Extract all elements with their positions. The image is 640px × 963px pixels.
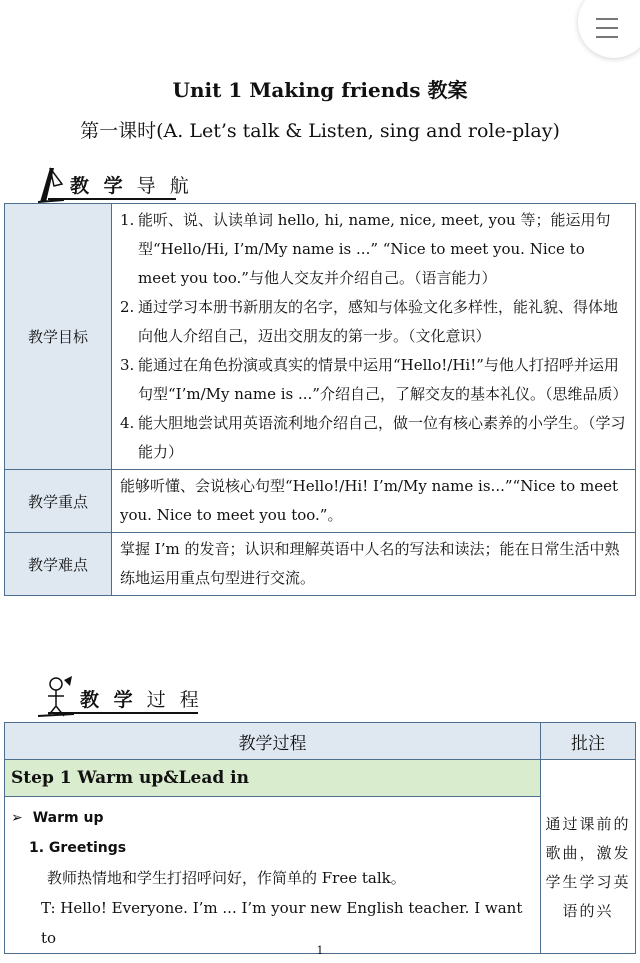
section-heading-label: [80, 685, 203, 712]
objective-item: [120, 293, 627, 351]
section-heading-process: [36, 672, 203, 718]
objectives-cell: [112, 204, 636, 470]
key-points-label: 教学重点: [5, 470, 112, 533]
process-column-header: 教学过程: [5, 723, 541, 760]
page-number: 1: [316, 944, 324, 957]
step-body: [5, 797, 541, 954]
table-row: [5, 760, 636, 797]
table-header-row: [5, 723, 636, 760]
warm-up-heading: [11, 803, 532, 833]
section-heading-navigation: [36, 158, 193, 204]
section-heading-rest: 导 航: [126, 175, 193, 197]
section-heading-rest: 过 程: [136, 689, 203, 711]
menu-icon-bar: [596, 36, 618, 38]
table-row: [5, 470, 636, 533]
menu-button[interactable]: [578, 0, 640, 58]
section-underline: [48, 198, 176, 200]
section-heading-label: [70, 171, 193, 198]
section-underline: [48, 712, 198, 714]
objective-text: 能通过在角色扮演或真实的情景中运用“Hello!/Hi!”与他人打招呼并运用句型“I’m/My name is ...”介绍自己，了解交友的基本礼仪。（思维品质）: [138, 356, 628, 403]
greetings-heading: 1. Greetings: [29, 840, 127, 856]
teaching-process-table: [4, 722, 636, 954]
objective-item: [120, 351, 627, 409]
objective-number: 4.: [120, 414, 135, 432]
objective-text: 能大胆地尝试用英语流利地介绍自己，做一位有核心素养的小学生。（学习能力）: [138, 414, 626, 461]
notes-column-header: 批注: [541, 723, 636, 760]
table-row: [5, 533, 636, 596]
step-title: Step 1 Warm up&Lead in: [5, 760, 541, 797]
objective-number: 3.: [120, 356, 135, 374]
note-cell: 通过课前的歌曲，激发学生学习英语的兴: [541, 760, 636, 954]
key-points-text: 能够听懂、会说核心句型“Hello!/Hi! I’m/My name is...”“Nice to meet you. Nice to meet you too.”。: [112, 470, 636, 533]
difficulty-text: 掌握 I’m 的发音；认识和理解英语中人名的写法和读法；能在日常生活中熟练地运用重点句型进行交流。: [112, 533, 636, 596]
warm-up-label: Warm up: [32, 810, 104, 826]
objective-item: [120, 409, 627, 467]
objective-text: 通过学习本册书新朋友的名字，感知与体验文化多样性，能礼貌、得体地向他人介绍自己，迈出交朋友的第一步。（文化意识）: [138, 298, 619, 345]
objective-number: 2.: [120, 298, 135, 316]
teaching-goals-table: [4, 203, 636, 596]
objective-number: 1.: [120, 211, 135, 229]
table-row: [5, 204, 636, 470]
section-heading-bold: 教 学: [70, 175, 127, 197]
difficulty-label: 教学难点: [5, 533, 112, 596]
document-subtitle: 第一课时(A. Let’s talk & Listen, sing and role-play): [80, 120, 560, 142]
objective-text: 能听、说、认读单词 hello, hi, name, nice, meet, you 等；能运用句型“Hello/Hi, I’m/My name is ...” “Nice to meet you. Nice to meet you too.”与他人交友并介绍自己。（语言能力）: [138, 211, 611, 287]
menu-icon-bar: [596, 18, 618, 20]
arrow-bullet-icon: ➢: [11, 810, 23, 826]
menu-icon-bar: [596, 27, 618, 29]
process-line: T: Hello! Everyone. I’m ... I’m your new English teacher. I want to: [41, 899, 523, 947]
document-title: Unit 1 Making friends 教案: [172, 78, 468, 102]
objectives-label: 教学目标: [5, 204, 112, 470]
process-line: 教师热情地和学生打招呼问好，作简单的 Free talk。: [47, 869, 406, 887]
section-heading-bold: 教 学: [80, 689, 137, 711]
objective-item: [120, 206, 627, 293]
